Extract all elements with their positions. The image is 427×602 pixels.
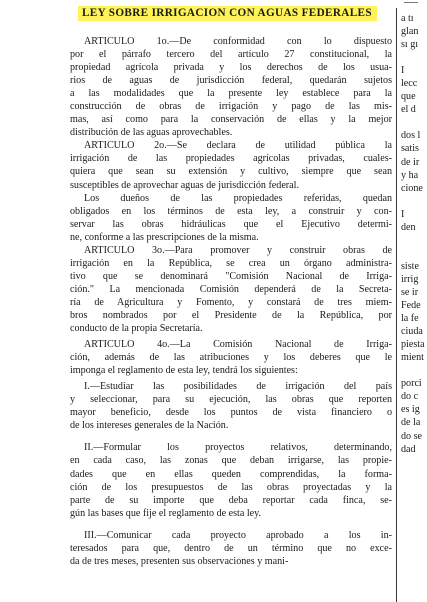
text-line: servar las obras hidráulicas que el Ejecutivo determi- [70, 218, 392, 230]
text-line: da de tres meses, presenten sus observaciones y mani- [70, 555, 289, 567]
text-line: en cada caso, las zonas que deban irrigarse, las propie- [70, 455, 392, 467]
fragment-line: porci [401, 378, 422, 390]
text-line: tivo que se denominará "Comisión Nacional de Irriga- [70, 270, 392, 282]
fragment-line: sı gı [401, 39, 419, 51]
text-line: parte de su importe que deba reportar cada finca, se- [70, 494, 392, 506]
text-line: II.—Formular los proyectos relativos, determinando, [84, 442, 392, 454]
fragment-line: es ig [401, 404, 420, 416]
text-line: conducto de la propia Secretaría. [70, 323, 203, 335]
fragment-line: I [401, 65, 405, 77]
text-line: quiera que sean su extensión y cultivo, siempre que sean [70, 166, 392, 178]
text-line: susceptibles de aprovechar aguas de jurisdicción federal. [70, 179, 299, 191]
fragment-line: de ir [401, 156, 420, 168]
paragraph-art2 [70, 139, 392, 191]
fragment-line: ciuda [401, 326, 423, 338]
text-line: ARTICULO 3o.—Para promover y construir obras de [84, 244, 392, 256]
fragment-line: piesta [401, 339, 425, 351]
text-line: bros nombrados por el Presidente de la República, por [70, 309, 392, 321]
fragment-line: se ir [401, 286, 419, 298]
paragraph-art2-owners [70, 192, 392, 244]
text-line: obligados en los términos de esta ley, a construir y con- [70, 205, 392, 217]
text-line: irrigación de las propiedades agrícolas privadas, cuales- [70, 153, 392, 165]
fragment-line: dad [401, 443, 416, 455]
adjacent-column-fragment [401, 12, 427, 456]
paragraph-art4-item1 [70, 380, 392, 432]
paragraph-art1 [70, 35, 392, 139]
fragment-line [401, 116, 427, 129]
fragment-line [401, 247, 427, 260]
text-line: dades que en ellas queden comprendidas, la forma- [70, 468, 392, 480]
fragment-line: que [401, 91, 416, 103]
text-line: distribución de las aguas aprovechables. [70, 127, 233, 139]
text-line: a las modalidades que la presente ley establece para la [70, 88, 392, 100]
text-line: ARTICULO 4o.—La Comisión Nacional de Irriga- [84, 339, 392, 351]
text-line: ría de Agricultura y Fomento, y constará de tres miem- [70, 296, 392, 308]
text-line: propiedad agrícola privada y los derechos de los usua- [70, 62, 392, 74]
paragraph-art4-item3 [70, 529, 392, 568]
text-line: imponga el reglamento de esta ley, tendrá los siguientes: [70, 365, 298, 377]
paragraph-art3 [70, 244, 392, 335]
column-divider-mark [404, 2, 418, 3]
fragment-line: a tı [401, 13, 414, 24]
fragment-line: cione [401, 182, 423, 194]
fragment-line: I [401, 208, 405, 220]
text-line: gún las bases que fije el reglamento de esta ley. [70, 507, 262, 519]
fragment-line: mient [401, 352, 424, 364]
fragment-line: la fe [401, 313, 419, 325]
text-line: irrigación en la República, se crea un órgano administra- [70, 257, 392, 269]
law-title: LEY SOBRE IRRIGACION CON AGUAS FEDERALES [78, 6, 377, 21]
fragment-line [401, 195, 427, 208]
text-line: I.—Estudiar las posibilidades de irrigación del país [84, 381, 392, 393]
spacer [70, 23, 392, 32]
fragment-line: do se [401, 430, 423, 442]
text-line: ción de los presupuestos de las obras proyectadas y la [70, 481, 392, 493]
text-line: ARTICULO 2o.—Se declara de utilidad pública la [84, 140, 392, 152]
fragment-line: satis [401, 143, 419, 155]
fragment-line: do c [401, 391, 419, 403]
paragraph-art4-item2 [70, 441, 392, 519]
text-line: teresados para que, dentro de un término que no exce- [70, 542, 392, 554]
fragment-line: glan [401, 26, 419, 38]
text-line: Los dueños de las propiedades referidas, quedan [84, 192, 392, 204]
law-body [70, 32, 392, 568]
text-line: mas, así como para la conservación de ellas y la mejor [70, 114, 392, 126]
fragment-line: siste [401, 260, 419, 272]
fragment-line: lecc [401, 78, 418, 90]
fragment-line: irrig [401, 273, 419, 285]
fragment-line: Fede [401, 300, 421, 312]
text-line: por el párrafo tercero del artículo 27 constitucional, la [70, 49, 392, 61]
text-line: construcción de obras de irrigación y pago de las mis- [70, 101, 392, 113]
paragraph-art4 [70, 338, 392, 377]
title-line [70, 6, 392, 23]
text-line: mayor beneficio, desde los puntos de vista financiero o [70, 407, 392, 419]
fragment-line: el d [401, 104, 416, 116]
paragraph-gap [70, 520, 392, 529]
text-line: de los intereses generales de la Nación. [70, 420, 229, 432]
fragment-line: den [401, 221, 416, 233]
fragment-line [401, 51, 427, 64]
fragment-line: de la [401, 417, 421, 429]
text-line: ARTICULO 1o.—De conformidad con lo dispuesto [84, 36, 392, 47]
fragment-line: y ha [401, 169, 419, 181]
text-line: ción, además de las atribuciones y los deberes que le [70, 352, 392, 364]
text-line: y seleccionar, para su ejecución, las obras que reporten [70, 394, 392, 406]
text-line: ne, conforme a las prescripciones de la misma. [70, 231, 259, 243]
fragment-line: dos l [401, 130, 421, 142]
fragment-line [401, 364, 427, 377]
paragraph-gap [70, 432, 392, 441]
column-rule [396, 8, 397, 602]
text-line: rios de aguas de jurisdicción federal, quedarán sujetos [70, 75, 392, 87]
law-article-column [70, 6, 392, 568]
text-line: ción." La mencionada Comisión dependerá de la Secreta- [70, 283, 392, 295]
fragment-line [401, 234, 427, 247]
text-line: III.—Comunicar cada proyecto aprobado a los in- [84, 529, 392, 541]
